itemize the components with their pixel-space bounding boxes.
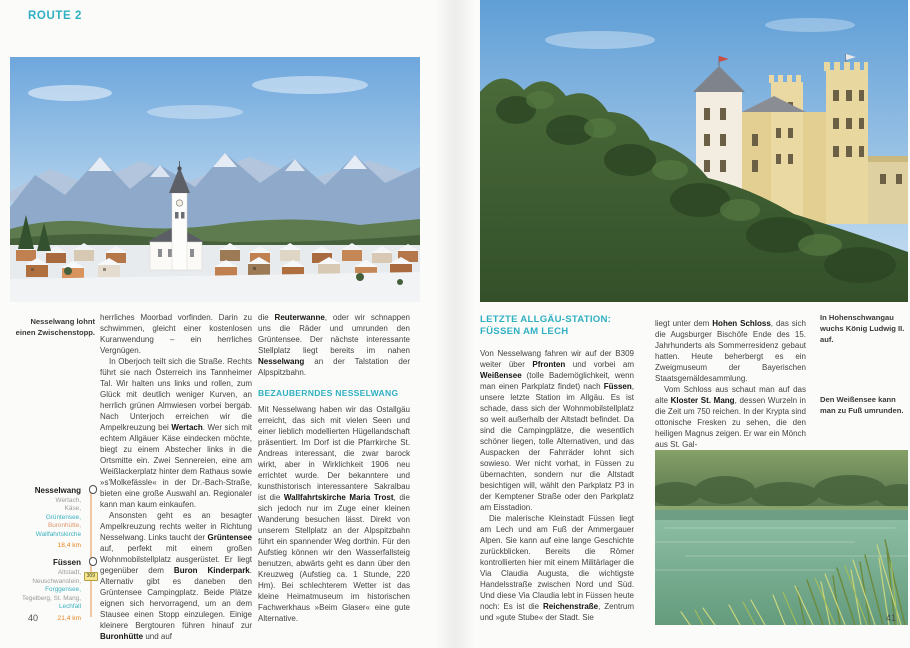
column-body [480,348,634,623]
text-column-right-1 [480,314,634,623]
paragraph: die Reuterwanne, oder wir schnappen uns die Räder und umrunden den Grüntensee. Der nächste interessante Stellplatz liegt bereits im nahen Nesselwang an der Talstation der Alpspitzbahn. [258,313,410,377]
itinerary-station [10,558,96,621]
station-highlight: Tegelberg, St. Mang, [22,594,81,602]
road-number-badge: 309 [84,572,98,581]
heading-line: LETZTE ALLGÄU-STATION: [480,314,612,325]
station-highlight: Grüntensee, [45,513,81,521]
route-itinerary [10,486,96,631]
station-highlight: Käse, [64,505,81,513]
section-heading-nesselwang: BEZAUBERNDES NESSELWANG [258,388,399,398]
station-marker-icon [89,485,98,494]
station-highlight: Lechfall [58,603,81,611]
paragraph: liegt unter dem Hohen Schloss, das sich die Augsburger Bischöfe Ende des 15. Jahrhunderts als Sommerresidenz gebaut hatten. Heute beherbergt es ein Zweigmuseum der Bayerischen Staatsgemäldesammlung. [655,319,806,383]
station-highlight: Neuschwanstein, [32,577,81,585]
weissensee-lake-photo [655,450,908,625]
heading-line: FÜSSEN AM LECH [480,326,569,338]
paragraph: In Oberjoch teilt sich die Straße. Rechts führt sie nach Österreich ins Tannheimer Tal. Wir halten uns links und rollen, zum Glück mit deutlich weniger Kurven, an herrlich grünen Almwiesen vorbei bergab. Nach Unterjoch erreichen wir die Ampelkreuzung bei Wertach. Wer sich mit echtem Allgäuer Käse eindecken möchte, biegt zu einem Abstecher links in die Ortsmitte ein. Zwei Sennereien, eine am Weißlackerplatz hinter dem Rathaus sowie »s'Molkefässle« in der Dr.-Bach-Straße, bieten eine große Auswahl an. Regionaler kann man kaum einkaufen. [100,357,252,509]
lake-water [655,510,908,625]
paragraph: Ansonsten geht es an besagter Ampelkreuzung rechts weiter in Richtung Nesselwang. Links taucht der Grüntensee auf, perfekt mit einem großen Wohnmobilstellplatz ausgerüstet. Er liegt gegenüber dem Buron Kinderpark. Alternativ gibt es daneben den Grüntensee Campingplatz. Beide Plätze eignen sich hervorragend, um an dem Stausee einen Stopp einzulegen. Einige kleinere Bergtouren führen hinauf zur Buronhütte und auf [100,511,252,641]
page-number-left: 40 [28,613,39,623]
paragraph: Mit Nesselwang haben wir das Ostallgäu erreicht, das sich mit vielen Seen und einer lieblich modellierten Hügellandschaft präsentiert. Im Dorf ist die Pfarrkirche St. Andreas interessant, die zwar barock wirkt, aber in Wirklichkeit 1906 neu errichtet wurde. Der bekanntere und kunsthistorisch interessantere Sakralbau ist die Wallfahrtskirche Maria Trost, die sich jedoch nur im Zuge einer kleinen Wanderung besuchen lässt. Direkt von unserem Stellplatz an der Alpspitzbahn führt ein spannender Weg dorthin. Für den Aufstieg können wir den Wasserfallsteig benutzen, abwärts geht es dann über den Kreuzweg (Aufstieg ca. 1 Stunde, 220 Hm). Bei schlechterem Wetter ist das kleine Heimatmuseum im historischen Fachwerkhaus »Beim Glaser« eine gute Alternative. [258,405,410,623]
text-column-left-2 [258,312,410,624]
station-name: Nesselwang [34,486,81,495]
text-column-right-2 [655,318,806,450]
station-highlight: Altstadt, [57,569,81,577]
route-kicker: ROUTE 2 [28,10,83,22]
station-highlight: Wallfahrtskirche [35,530,81,538]
hohenschwangau-castle-photo [480,0,908,302]
page-gutter [435,0,475,648]
column-body [258,404,410,624]
page-number-right: 41 [885,613,896,623]
paragraph: Die malerische Kleinstadt Füssen liegt am Lech und am Fuß der Ammergauer Alpen. Sie kann auf eine lange Geschichte zurückblicken. Bereits die Römer kontrollierten hier mit einem Militärlager die Via Claudia Augusta, die wichtigste Handelsstraße zwischen Nord und Süd. Und diese Via Claudia lebt in Füssen heute noch: Es ist die Reichenstraße, Zentrum und »gute Stube« der Stadt. Sie [480,513,634,622]
station-highlight: Forggensee, [45,586,81,594]
station-distance: 21,4 km [57,614,81,622]
paragraph: Von Nesselwang fahren wir auf der B309 weiter über Pfronten und vorbei am Weißensee (tolle Bademöglichkeit, wenn man einen Parkplatz findet) nach Füssen, unsere letzte Station im Allgäu. Es ist schade, dass sich der Wohnmobilstellplatz so weit außerhalb der Altstadt befindet. Da sind die Campingplätze, die wesentlich schöner liegen, tolle Alternativen, und das Auspacken der Fahrräder lohnt sich sowieso. Wer nicht vorhat, in Füssen zu übernachten, sondern nur die Altstadt besichtigen will, wählt den Parkplatz P3 in der Kemptener Straße oder den Parkplatz am Eisstadion. [480,348,635,512]
station-name: Füssen [52,558,81,568]
itinerary-station [10,486,96,549]
station-highlight: Wertach, [55,497,81,504]
paragraph: Vom Schloss aus schaut man auf das alte Kloster St. Mang, dessen Wurzeln in die Zeit um 750 reichen. In der Krypta sind ottonische Fresken zu sehen, die den heiligen Magnus zeigen. Er war ein Mönch aus St. Gal- [655,385,806,449]
station-marker-icon [89,557,98,566]
column-intro [258,312,410,378]
margin-note-hohenschwangau: In Hohenschwangau wuchs König Ludwig II. auf. [820,313,905,344]
margin-note-nesselwang: Nesselwang lohnt einen Zwischenstopp. [15,317,95,337]
station-highlight: Buronhütte, [47,522,81,530]
text-column-left-1 [100,312,252,642]
margin-note-weissensee: Den Weißensee kann man zu Fuß umrunden. [820,395,904,415]
nesselwang-village-photo [10,57,420,302]
paragraph: herrliches Moorbad vorfinden. Darin zu schwimmen, gleicht einer kostenlosen Kuranwendung – ein herrliches Vergnügen. [100,313,252,355]
section-heading-fuessen [480,314,634,339]
station-distance: 18,4 km [57,542,81,550]
